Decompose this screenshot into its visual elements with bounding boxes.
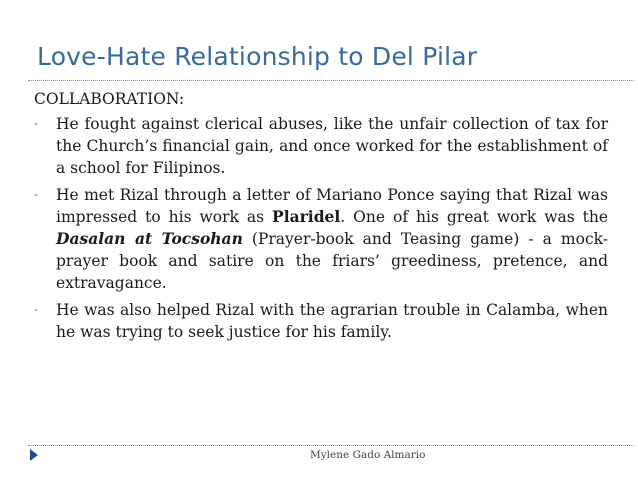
bullet-item	[34, 113, 608, 179]
bullet-text: (Prayer-book and Teasing game) - a mock-prayer book and satire on the friars’ greediness, pretence, and extravagance.	[56, 230, 608, 292]
bullet-item	[34, 184, 608, 294]
section-label: COLLABORATION:	[34, 90, 185, 108]
slide-title: Love-Hate Relationship to Del Pilar	[37, 42, 478, 71]
title-divider	[28, 80, 634, 81]
bullet-dash: -	[34, 117, 38, 130]
footer-author: Mylene Gado Almario	[310, 449, 426, 461]
navigation-arrow-icon[interactable]	[30, 449, 38, 461]
slide-content	[34, 88, 608, 348]
footer-divider	[28, 445, 634, 446]
pen-name-plaridel: Plaridel	[272, 207, 341, 226]
book-title: Dasalan at Tocsohan	[56, 229, 243, 248]
bullet-text: He met Rizal through a letter of Mariano Ponce saying that Rizal was impressed to his work as	[56, 186, 608, 226]
bullet-text: He was also helped Rizal with the agrarian trouble in Calamba, when he was trying to seek justice for his family.	[56, 301, 608, 341]
bullet-item	[34, 299, 608, 343]
bullet-text: He fought against clerical abuses, like the unfair collection of tax for the Church’s financial gain, and once worked for the establishment of a school for Filipinos.	[56, 115, 608, 177]
bullet-text: . One of his great work was the	[340, 208, 609, 226]
bullet-list	[34, 113, 608, 343]
bullet-dash: -	[34, 303, 38, 316]
bullet-dash: -	[34, 188, 38, 201]
